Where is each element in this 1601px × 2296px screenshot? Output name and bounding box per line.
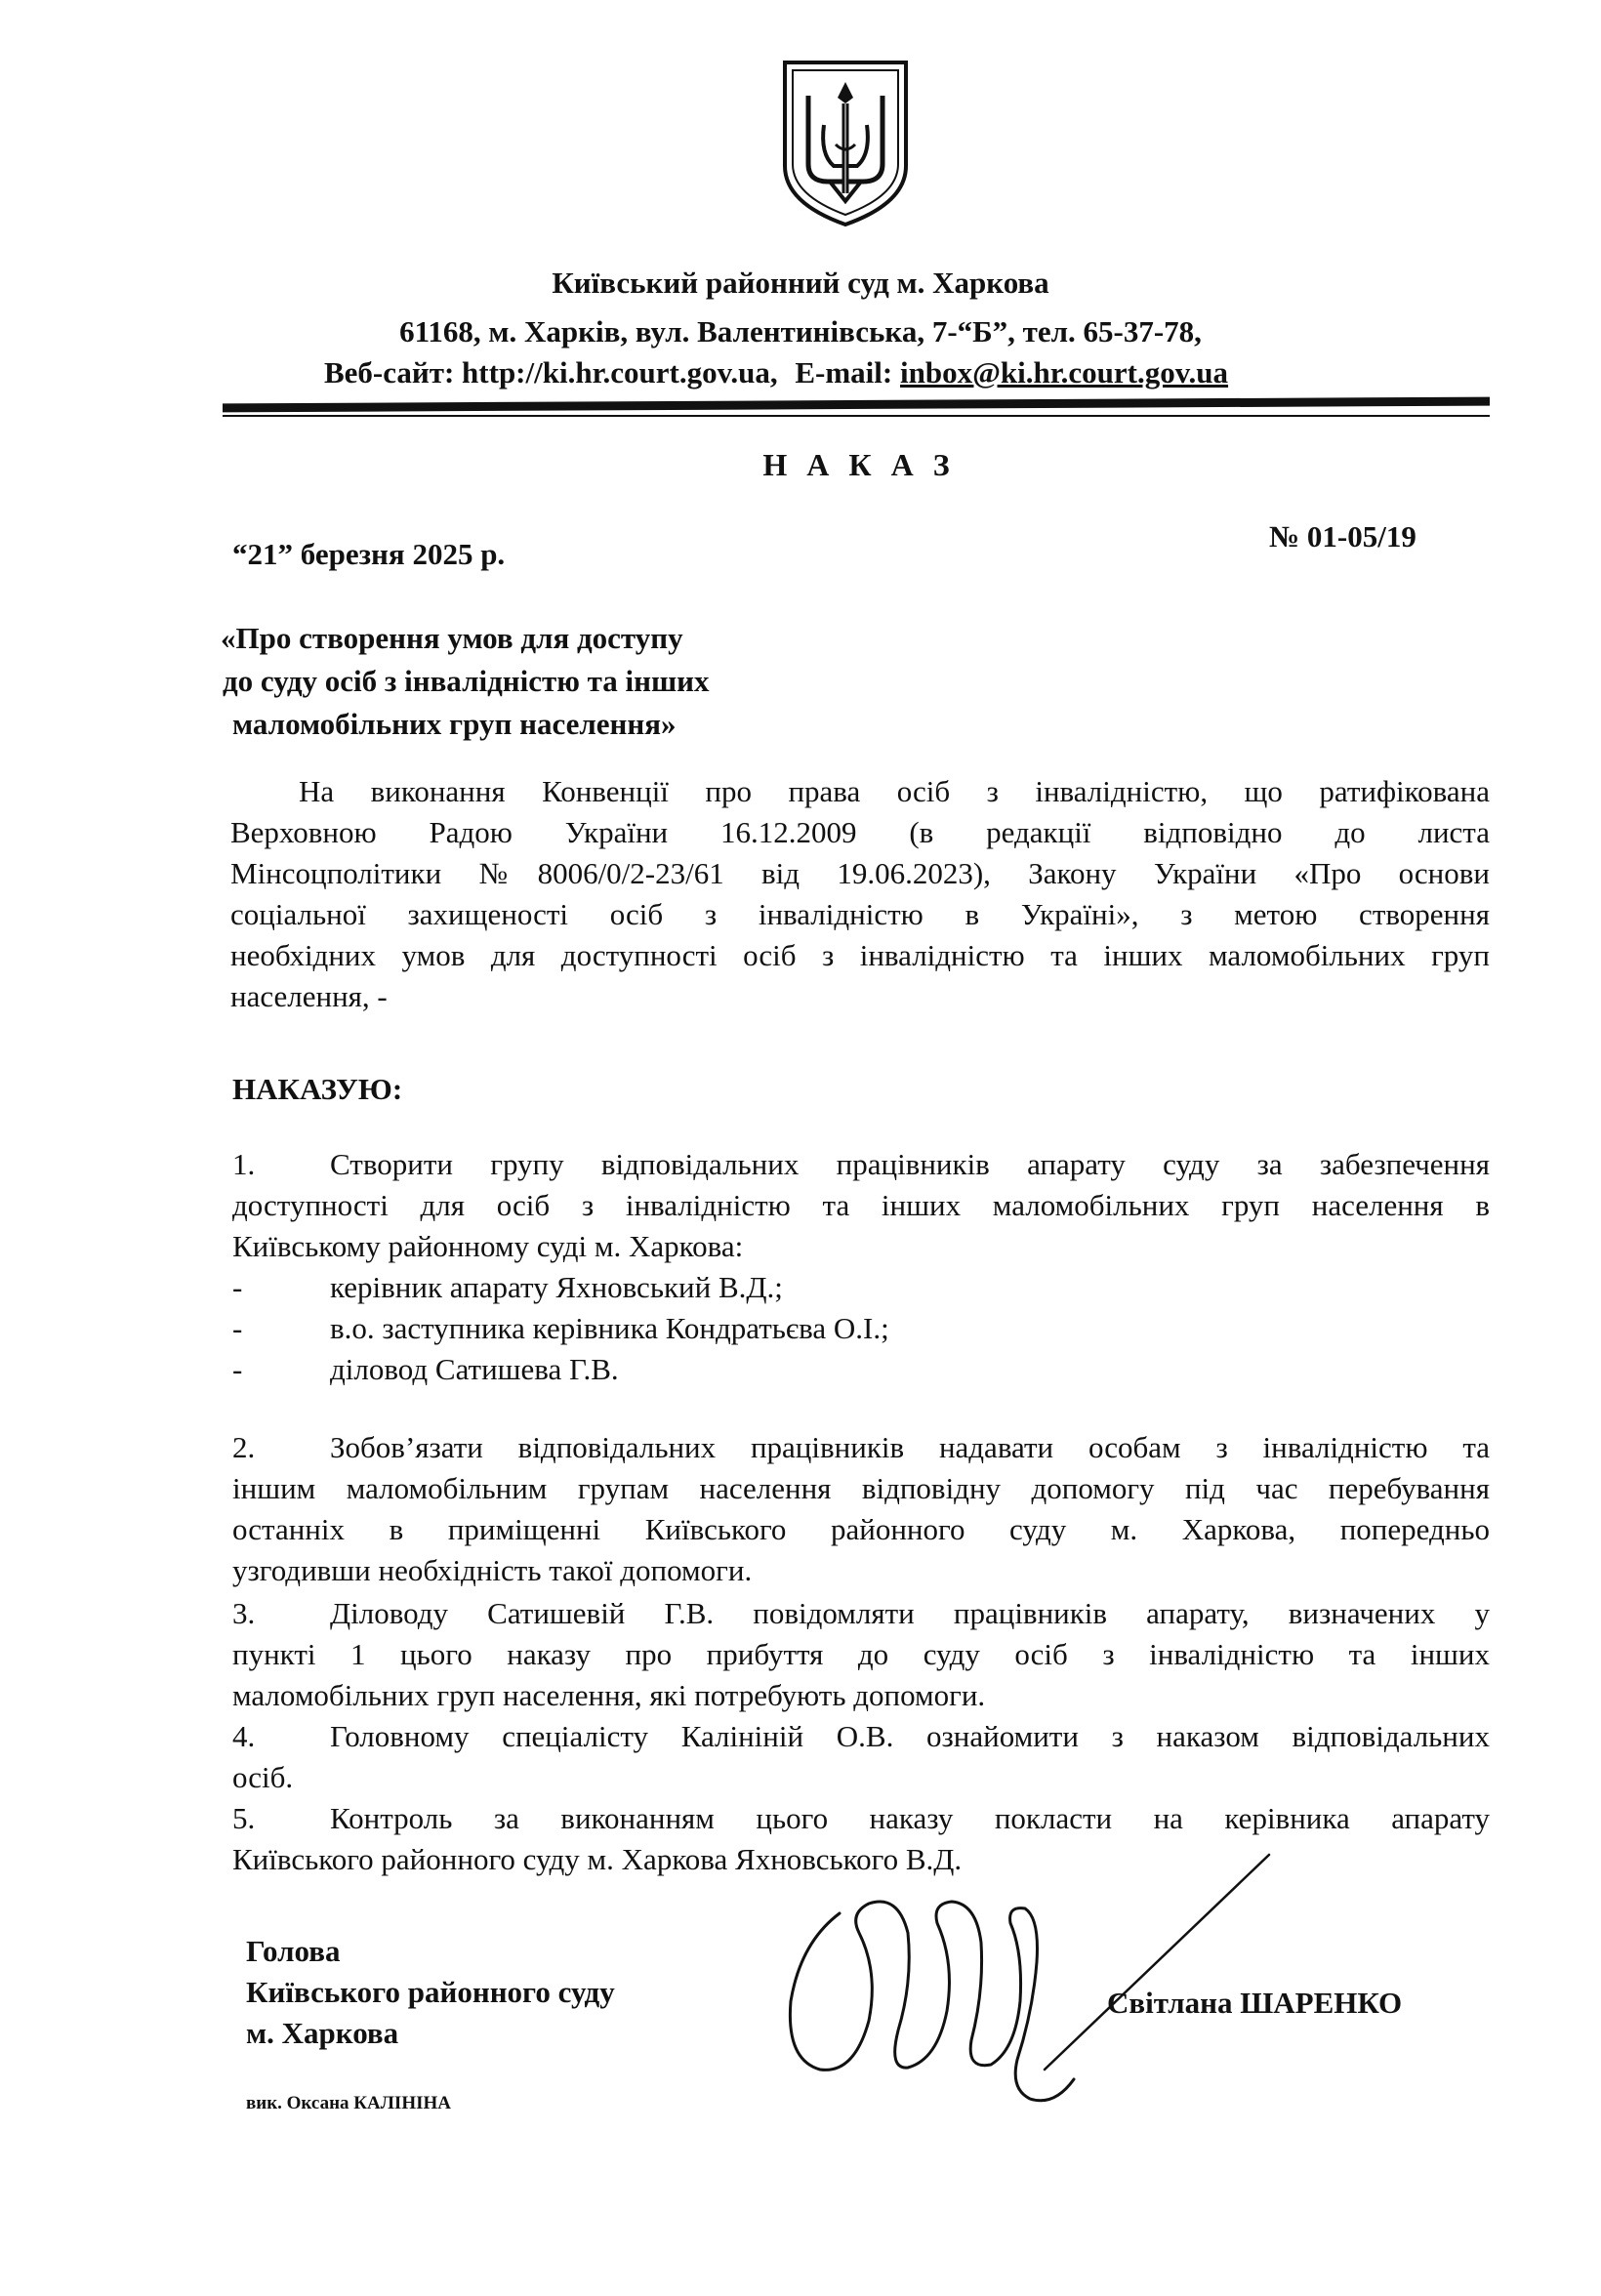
- member-list-item: - діловод Сатишева Г.В.: [232, 1352, 619, 1386]
- item-text: Створити групу відповідальних працівників апарату суду за забезпечення: [330, 1147, 1490, 1181]
- email-link[interactable]: inbox@ki.hr.court.gov.ua: [899, 355, 1229, 390]
- order-subject: [221, 617, 710, 746]
- member-list-item: - в.о. заступника керівника Кондратьєва О.І.;: [232, 1311, 889, 1345]
- order-date: “21” березня 2025 р.: [232, 537, 506, 571]
- item-text: Київського районного суду м. Харкова Яхновського В.Д.: [232, 1842, 963, 1876]
- preamble-line: Верховною Радою України 16.12.2009 (в редакції відповідно до листа: [230, 815, 1490, 849]
- preamble: [230, 771, 1490, 1017]
- item-number: 4.: [232, 1719, 256, 1753]
- item-text: узгодивши необхідність такої допомоги.: [232, 1553, 753, 1587]
- handwritten-signature: [761, 1835, 1308, 2128]
- item-text: Діловоду Сатишевій Г.В. повідомляти працівників апарату, визначених у: [330, 1596, 1490, 1630]
- subject-line: маломобільних груп населення»: [232, 707, 677, 741]
- member-list-item: - керівник апарату Яхновський В.Д.;: [232, 1270, 783, 1304]
- preamble-line: населення, -: [230, 979, 388, 1013]
- order-item-1: [232, 1144, 1490, 1390]
- item-text: Контроль за виконанням цього наказу покласти на керівника апарату: [330, 1801, 1490, 1835]
- court-name: Київський районний суд м. Харкова: [552, 266, 1049, 300]
- item-number: 3.: [232, 1596, 256, 1630]
- signatory-position: Голова Київського районного суду м. Харкова: [246, 1934, 615, 2050]
- item-number: 2.: [232, 1430, 256, 1464]
- item-text: Зобов’язати відповідальних працівників надавати особам з інвалідністю та: [330, 1430, 1490, 1464]
- order-item-4: [232, 1716, 1490, 1798]
- item-text: доступності для осіб з інвалідністю та інших маломобільних груп населення в: [232, 1188, 1490, 1222]
- header-divider: [223, 397, 1490, 413]
- item-number: 5.: [232, 1801, 256, 1835]
- document-type: Н А К А З: [762, 447, 956, 482]
- subject-line: «Про створення умов для доступу: [221, 621, 683, 655]
- item-text: маломобільних груп населення, які потребують допомоги.: [232, 1678, 986, 1712]
- item-text: останніх в приміщенні Київського районного суду м. Харкова, попередньо: [232, 1512, 1490, 1546]
- item-text: іншим маломобільним групам населення відповідну допомогу під час перебування: [232, 1471, 1490, 1505]
- preamble-line: На виконання Конвенції про права осіб з інвалідністю, що ратифікована: [299, 774, 1490, 808]
- order-item-2: [232, 1427, 1490, 1591]
- order-number: № 01-05/19: [1269, 519, 1416, 554]
- item-text: пункті 1 цього наказу про прибуття до суду осіб з інвалідністю та інших: [232, 1637, 1490, 1671]
- order-word: НАКАЗУЮ:: [232, 1072, 403, 1106]
- item-text: осіб.: [232, 1760, 294, 1794]
- subject-line: до суду осіб з інвалідністю та інших: [223, 664, 710, 698]
- court-contacts: [324, 351, 1378, 394]
- preamble-line: необхідних умов для доступності осіб з інвалідністю та інших маломобільних груп: [230, 938, 1490, 972]
- signatory-name: Світлана ШАРЕНКО: [1107, 1986, 1403, 2020]
- order-item-3: [232, 1593, 1490, 1716]
- executor-note: вик. Оксана КАЛІНІНА: [246, 2093, 451, 2113]
- coat-of-arms-icon: [779, 57, 912, 228]
- website-label: Веб-сайт: http://ki.hr.court.gov.ua,: [324, 355, 778, 390]
- item-number: 1.: [232, 1147, 256, 1181]
- header-divider-thin: [223, 415, 1490, 417]
- preamble-line: Мінсоцполітики №8006/0/2-23/61 від 19.06.2023), Закону України «Про основи: [230, 856, 1490, 890]
- court-address: 61168, м. Харків, вул. Валентинівська, 7-“Б”, тел. 65-37-78,: [399, 314, 1202, 348]
- email-label: E-mail:: [795, 355, 893, 390]
- item-text: Головному спеціалісту Калініній О.В. ознайомити з наказом відповідальних: [330, 1719, 1490, 1753]
- item-text: Київському районному суді м. Харкова:: [232, 1229, 744, 1263]
- preamble-line: соціальної захищеності осіб з інвалідністю в Україні», з метою створення: [230, 897, 1490, 931]
